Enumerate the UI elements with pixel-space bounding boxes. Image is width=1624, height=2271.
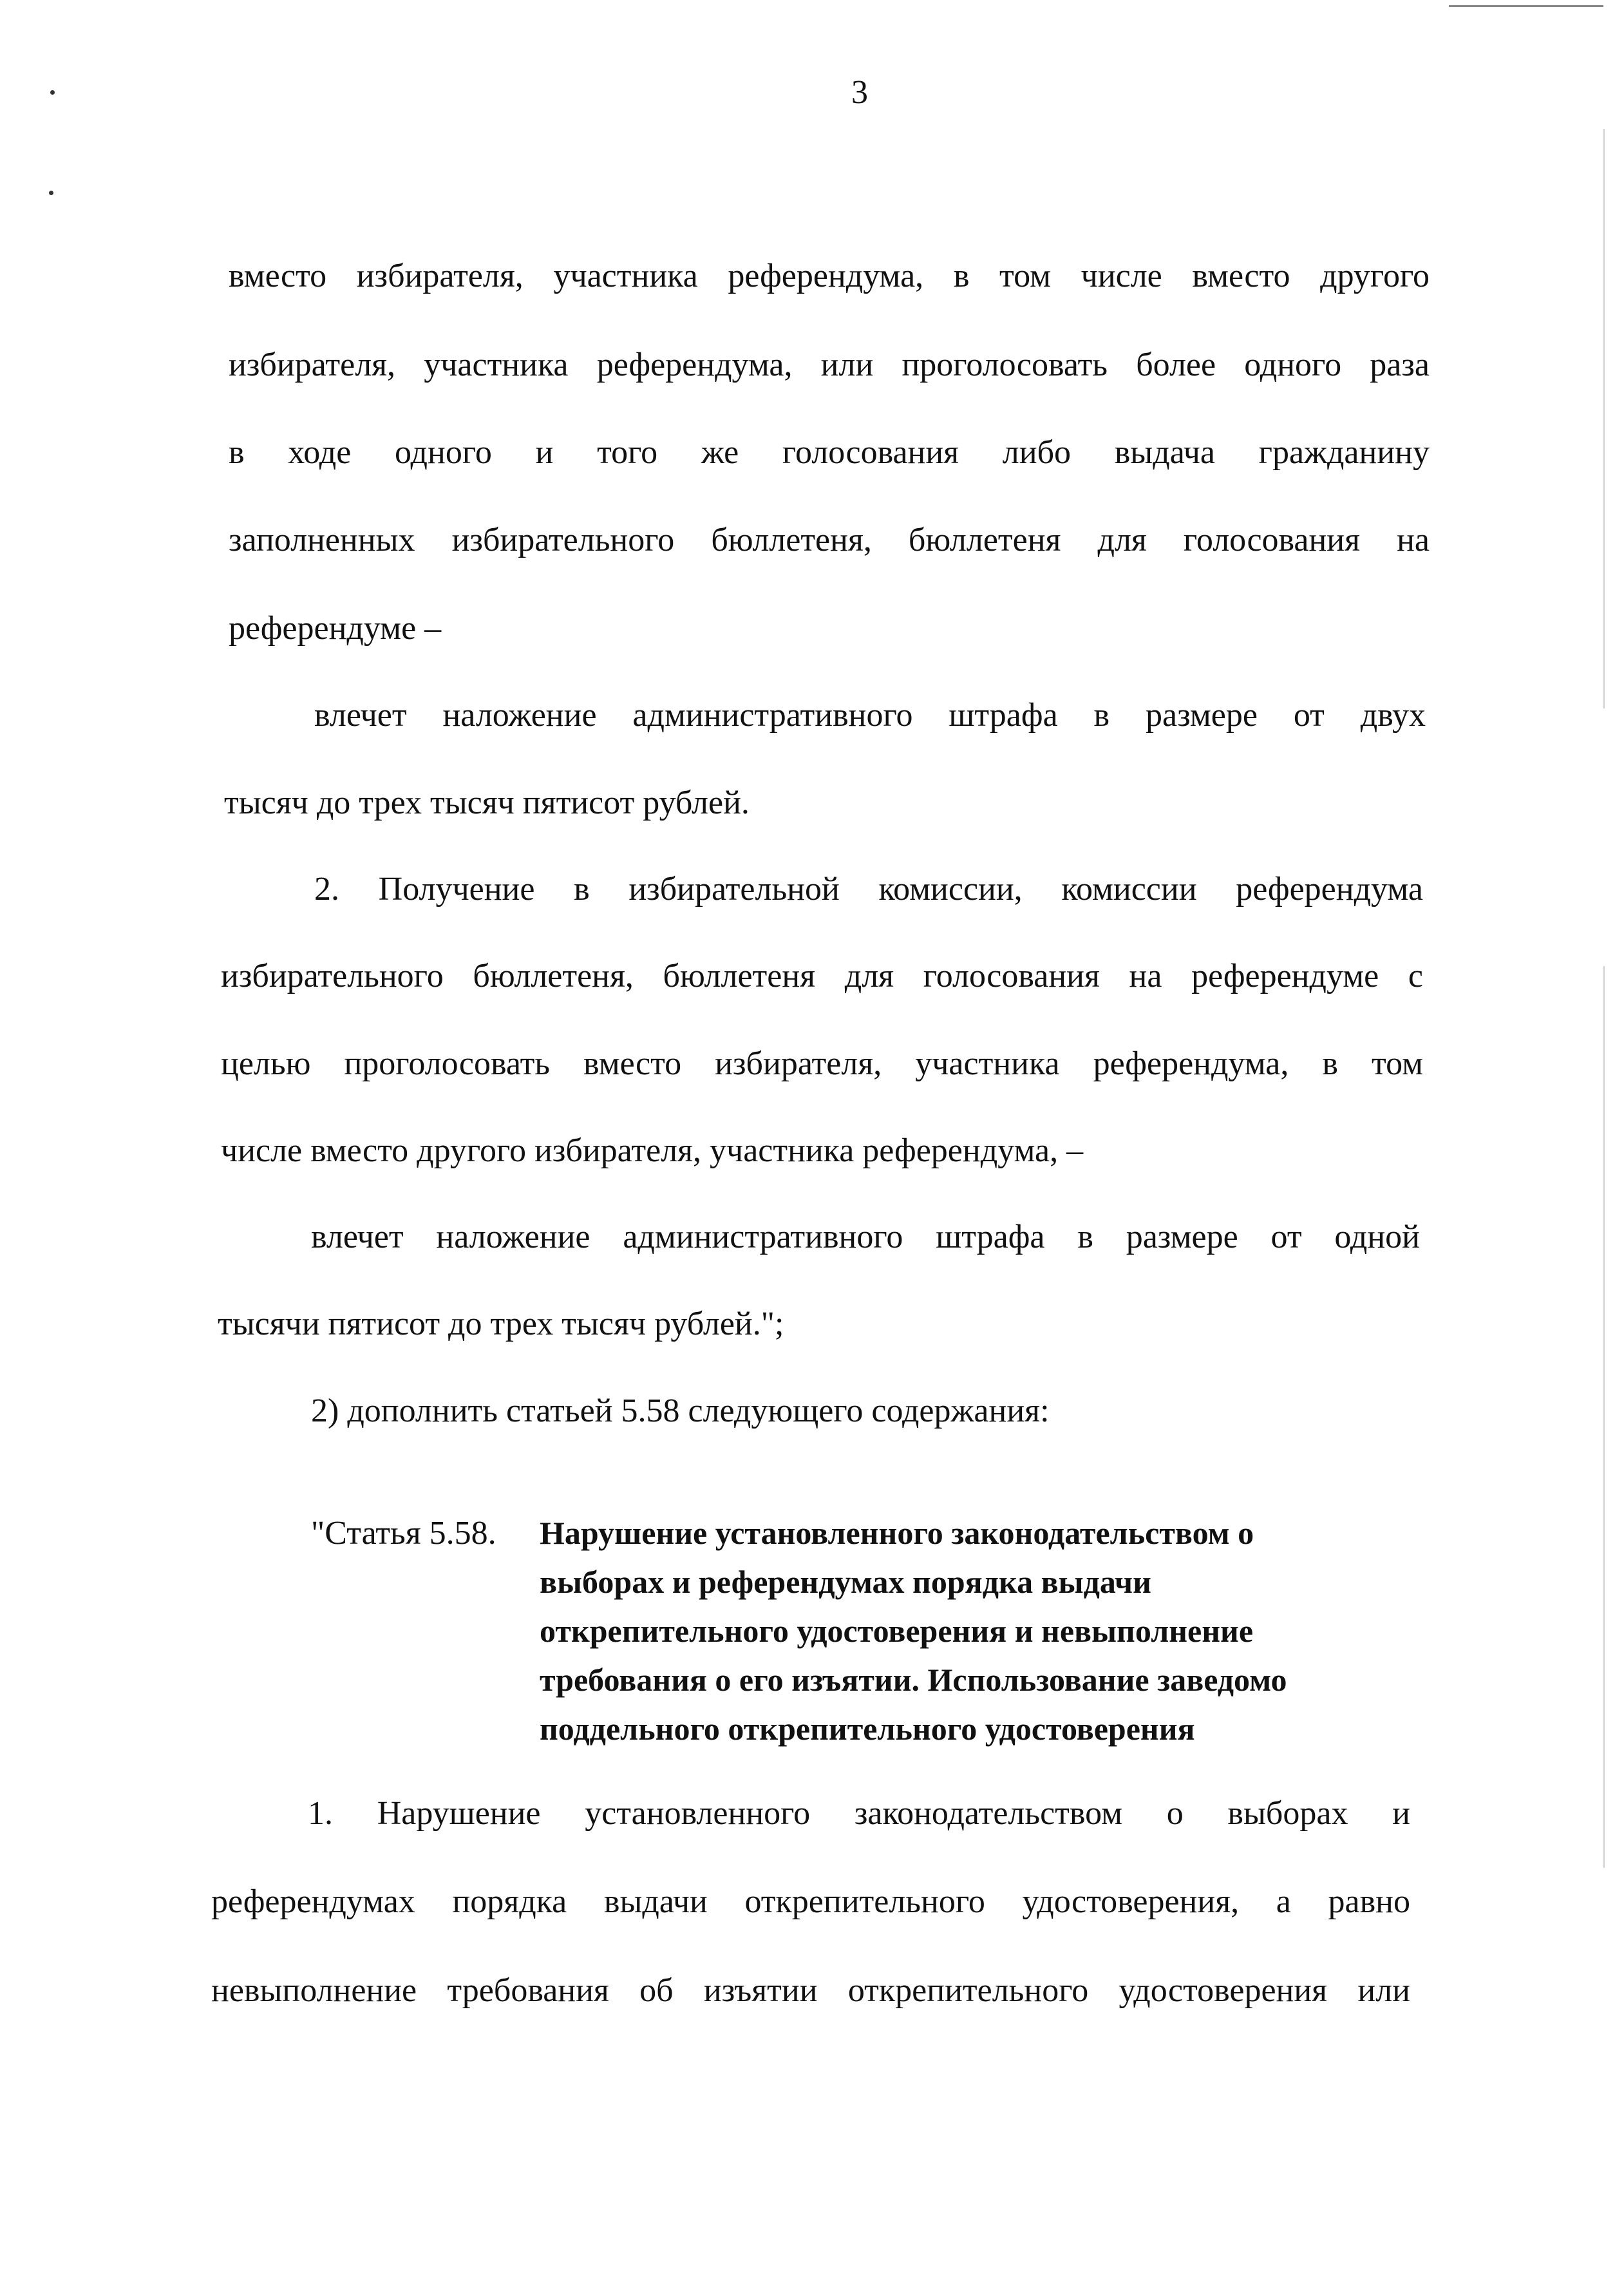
text-line: целью проголосовать вместо избирателя, участника референдума, в том [221,1045,1423,1082]
page-number: 3 [851,74,868,111]
text-line: вместо избирателя, участника референдума, в том числе вместо другого [229,258,1430,294]
text-line: 2) дополнить статьей 5.58 следующего содержания: [311,1392,1050,1429]
text-line: в ходе одного и того же голосования либо выдача гражданину [229,434,1430,471]
text-line: 2. Получение в избирательной комиссии, комиссии референдума [314,871,1423,907]
scan-edge-speckle [1603,129,1605,708]
text-line: референдумах порядка выдачи открепительного удостоверения, а равно [211,1883,1410,1920]
scan-edge-speckle [1603,966,1605,1868]
scan-speck [50,90,55,95]
text-line: влечет наложение административного штрафа в размере от одной [311,1219,1420,1255]
text-line: тысяч до трех тысяч пятисот рублей. [224,784,750,821]
text-line: тысячи пятисот до трех тысяч рублей."; [218,1306,784,1342]
text-line: заполненных избирательного бюллетеня, бюллетеня для голосования на [229,522,1430,558]
text-line: избирателя, участника референдума, или проголосовать более одного раза [229,347,1430,383]
article-number: "Статья 5.58. [311,1515,496,1552]
scan-speck [49,191,53,195]
article-title-line: Нарушение установленного законодательством о [540,1515,1254,1551]
text-line: влечет наложение административного штрафа в размере от двух [314,697,1426,734]
text-line: избирательного бюллетеня, бюллетеня для голосования на референдуме с [221,958,1423,994]
article-title-line: требования о его изъятии. Использование заведомо [540,1662,1287,1698]
article-title-line: выборах и референдумах порядка выдачи [540,1564,1151,1600]
text-line: референдуме – [229,610,442,647]
article-title-line: поддельного открепительного удостоверения [540,1711,1195,1747]
text-line: 1. Нарушение установленного законодательством о выборах и [308,1795,1410,1832]
article-title-line: открепительного удостоверения и невыполнение [540,1613,1254,1649]
text-line: невыполнение требования об изъятии открепительного удостоверения или [211,1972,1410,2009]
scan-edge-line [1449,5,1603,7]
text-line: числе вместо другого избирателя, участника референдума, – [221,1132,1084,1169]
